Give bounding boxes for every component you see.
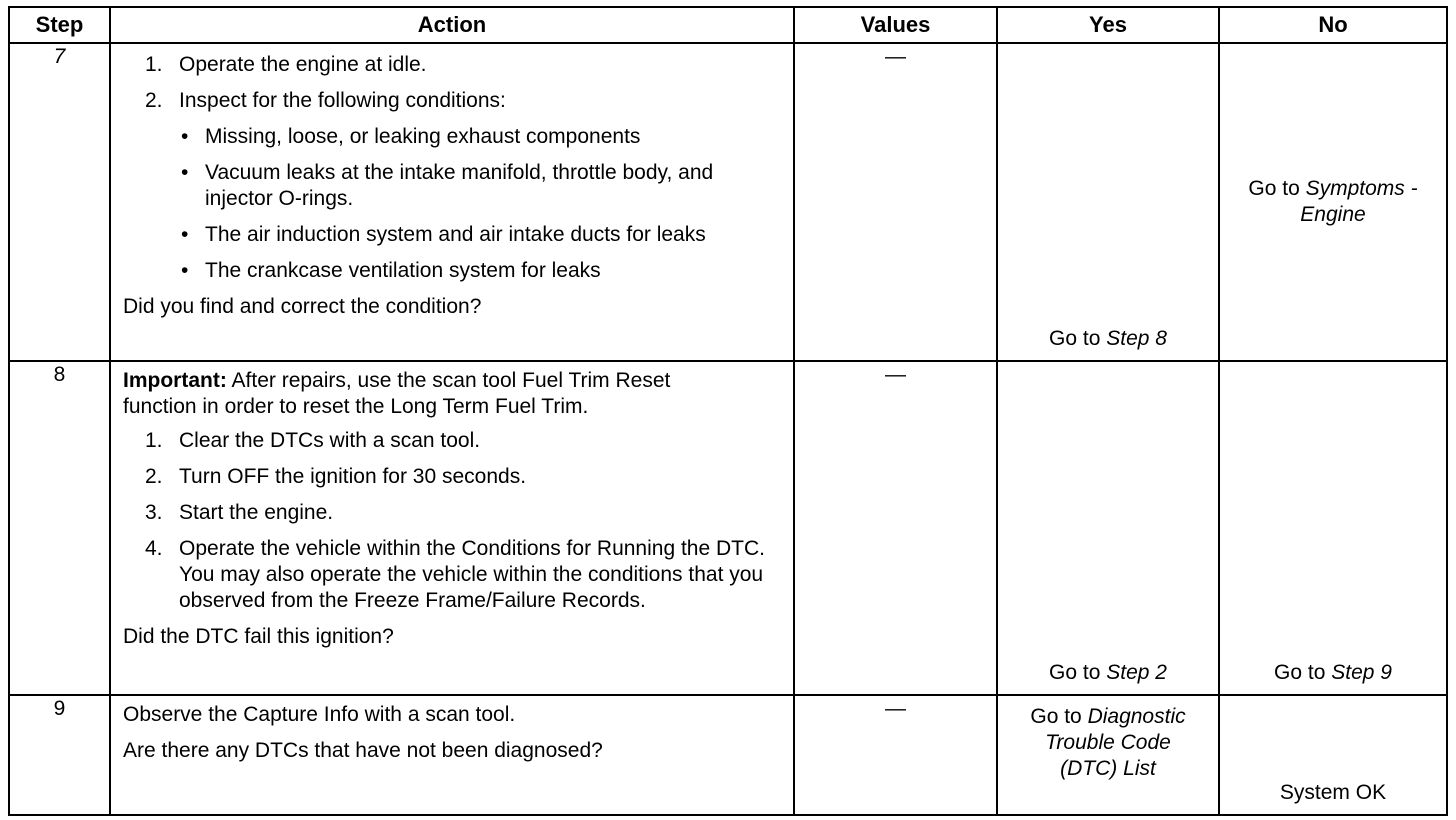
table-row-step-9 xyxy=(9,695,1447,815)
important-note: Important: After repairs, use the scan tool Fuel Trim Reset function in order to reset the Long Term Fuel Trim. xyxy=(123,369,671,418)
values-cell xyxy=(794,43,997,361)
step-number: 9 xyxy=(9,695,110,815)
values-cell xyxy=(794,361,997,695)
question-text: Did the DTC fail this ignition? xyxy=(123,625,394,648)
diagnostic-table xyxy=(8,6,1448,816)
table-row-step-8 xyxy=(9,361,1447,695)
yes-link[interactable]: Step 2 xyxy=(1106,661,1167,684)
yes-cell xyxy=(997,43,1219,361)
action-cell xyxy=(110,361,794,695)
no-cell xyxy=(1219,361,1447,695)
header-action: Action xyxy=(110,7,794,43)
bullet-item: • Missing, loose, or leaking exhaust components xyxy=(181,125,641,148)
list-item: 1. Clear the DTCs with a scan tool. xyxy=(145,429,481,452)
values-dash: — xyxy=(885,363,906,386)
action-cell xyxy=(110,695,794,815)
no-link[interactable]: Symptoms - Engine xyxy=(1300,177,1418,226)
header-step: Step xyxy=(9,7,110,43)
header-yes: Yes xyxy=(997,7,1219,43)
list-item: 2. Turn OFF the ignition for 30 seconds. xyxy=(145,465,527,488)
yes-link[interactable]: Step 8 xyxy=(1106,327,1167,350)
no-link[interactable]: Step 9 xyxy=(1331,661,1392,684)
observe-text: Observe the Capture Info with a scan tool. xyxy=(123,703,516,726)
yes-result: Go to Diagnostic Trouble Code (DTC) List xyxy=(1030,705,1186,780)
bullet-item: • The crankcase ventilation system for leaks xyxy=(181,259,601,282)
no-result: Go to Step 9 xyxy=(1274,661,1392,684)
values-dash: — xyxy=(885,697,906,720)
step-number: 7 xyxy=(9,43,110,361)
no-result: System OK xyxy=(1279,781,1387,804)
bullet-item: • The air induction system and air intake ducts for leaks xyxy=(181,223,706,246)
list-item: 4. Operate the vehicle within the Conditions for Running the DTC. You may also operate the vehicle within the conditions that you observed from the Freeze Frame/Failure Records. xyxy=(145,537,765,612)
question-text: Did you find and correct the condition? xyxy=(123,295,482,318)
header-row xyxy=(9,7,1447,43)
yes-link[interactable]: Diagnostic Trouble Code (DTC) List xyxy=(1045,705,1186,780)
header-no: No xyxy=(1219,7,1447,43)
action-cell xyxy=(110,43,794,361)
yes-result: Go to Step 8 xyxy=(1049,327,1167,350)
values-cell xyxy=(794,695,997,815)
no-result: Go to Symptoms - Engine xyxy=(1248,177,1418,226)
step-number: 8 xyxy=(9,361,110,695)
table-row-step-7 xyxy=(9,43,1447,361)
list-item: 1. Operate the engine at idle. xyxy=(145,53,427,76)
yes-result: Go to Step 2 xyxy=(1049,661,1167,684)
yes-cell xyxy=(997,695,1219,815)
header-values: Values xyxy=(794,7,997,43)
no-cell xyxy=(1219,43,1447,361)
list-item: 3. Start the engine. xyxy=(145,501,334,524)
no-cell xyxy=(1219,695,1447,815)
yes-cell xyxy=(997,361,1219,695)
question-text: Are there any DTCs that have not been diagnosed? xyxy=(123,739,603,762)
list-item: 2. Inspect for the following conditions: xyxy=(145,89,506,112)
values-dash: — xyxy=(885,45,906,68)
bullet-item: • Vacuum leaks at the intake manifold, throttle body, and injector O-rings. xyxy=(181,161,714,210)
